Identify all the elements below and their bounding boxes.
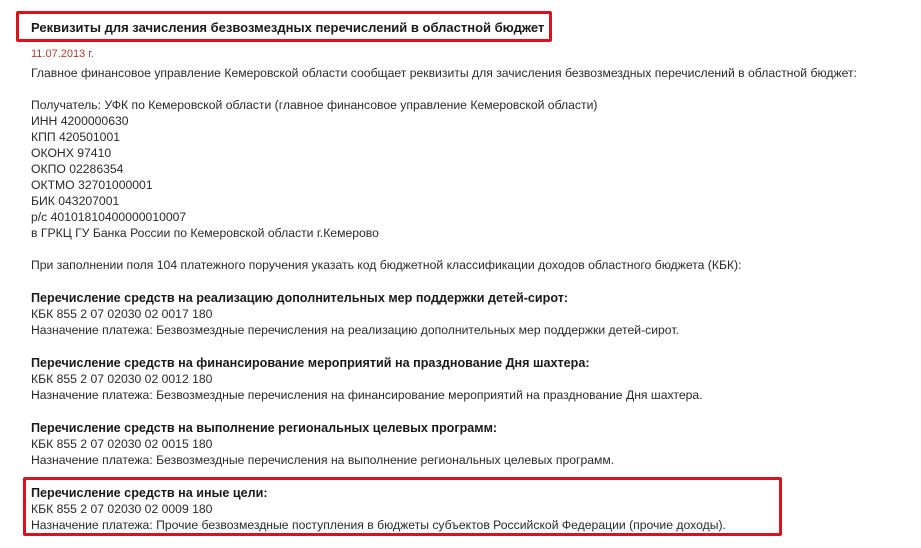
section-heading: Перечисление средств на иные цели: — [31, 486, 268, 500]
section-highlight-box — [23, 477, 782, 536]
section-purpose: Назначение платежа: Безвозмездные перечисления на финансирование мероприятий на празднование Дня шахтера. — [31, 388, 703, 402]
section-purpose: Назначение платежа: Безвозмездные перечисления на выполнение региональных целевых программ. — [31, 453, 615, 467]
section-kbk: КБК 855 2 07 02030 02 0017 180 — [31, 307, 213, 321]
section-purpose: Назначение платежа: Безвозмездные перечисления на реализацию дополнительных мер поддержки детей-сирот. — [31, 323, 679, 337]
payment-section — [31, 420, 911, 468]
recipient-receiver: Получатель: УФК по Кемеровской области (главное финансовое управление Кемеровской области) — [31, 98, 598, 112]
document-body — [31, 65, 911, 533]
section-kbk: КБК 855 2 07 02030 02 0015 180 — [31, 437, 213, 451]
section-heading: Перечисление средств на выполнение региональных целевых программ: — [31, 421, 498, 435]
page-title: Реквизиты для зачисления безвозмездных перечислений в областной бюджет — [31, 20, 545, 35]
recipient-bik: БИК 043207001 — [31, 194, 120, 208]
recipient-okonh: ОКОНХ 97410 — [31, 146, 112, 160]
section-heading: Перечисление средств на реализацию дополнительных мер поддержки детей-сирот: — [31, 291, 569, 305]
section-kbk: КБК 855 2 07 02030 02 0009 180 — [31, 502, 213, 516]
recipient-inn: ИНН 4200000630 — [31, 114, 129, 128]
payment-section — [31, 290, 911, 338]
recipient-okpo: ОКПО 02286354 — [31, 162, 124, 176]
section-purpose: Назначение платежа: Прочие безвозмездные поступления в бюджеты субъектов Российской Федерации (прочие доходы). — [31, 518, 726, 532]
section-heading: Перечисление средств на финансирование мероприятий на празднование Дня шахтера: — [31, 356, 590, 370]
kbk-note: При заполнении поля 104 платежного поручения указать код бюджетной классификации доходов областного бюджета (КБК): — [31, 258, 742, 272]
recipient-account: р/с 40101810400000010007 — [31, 210, 187, 224]
recipient-details — [31, 97, 911, 241]
publication-date: 11.07.2013 г. — [31, 48, 95, 60]
section-kbk: КБК 855 2 07 02030 02 0012 180 — [31, 372, 213, 386]
recipient-bank: в ГРКЦ ГУ Банка России по Кемеровской области г.Кемерово — [31, 226, 379, 240]
intro-text: Главное финансовое управление Кемеровской области сообщает реквизиты для зачисления безвозмездных перечислений в областной бюджет: — [31, 66, 857, 80]
recipient-oktmo: ОКТМО 32701000001 — [31, 178, 153, 192]
payment-section — [31, 355, 911, 403]
recipient-kpp: КПП 420501001 — [31, 130, 121, 144]
